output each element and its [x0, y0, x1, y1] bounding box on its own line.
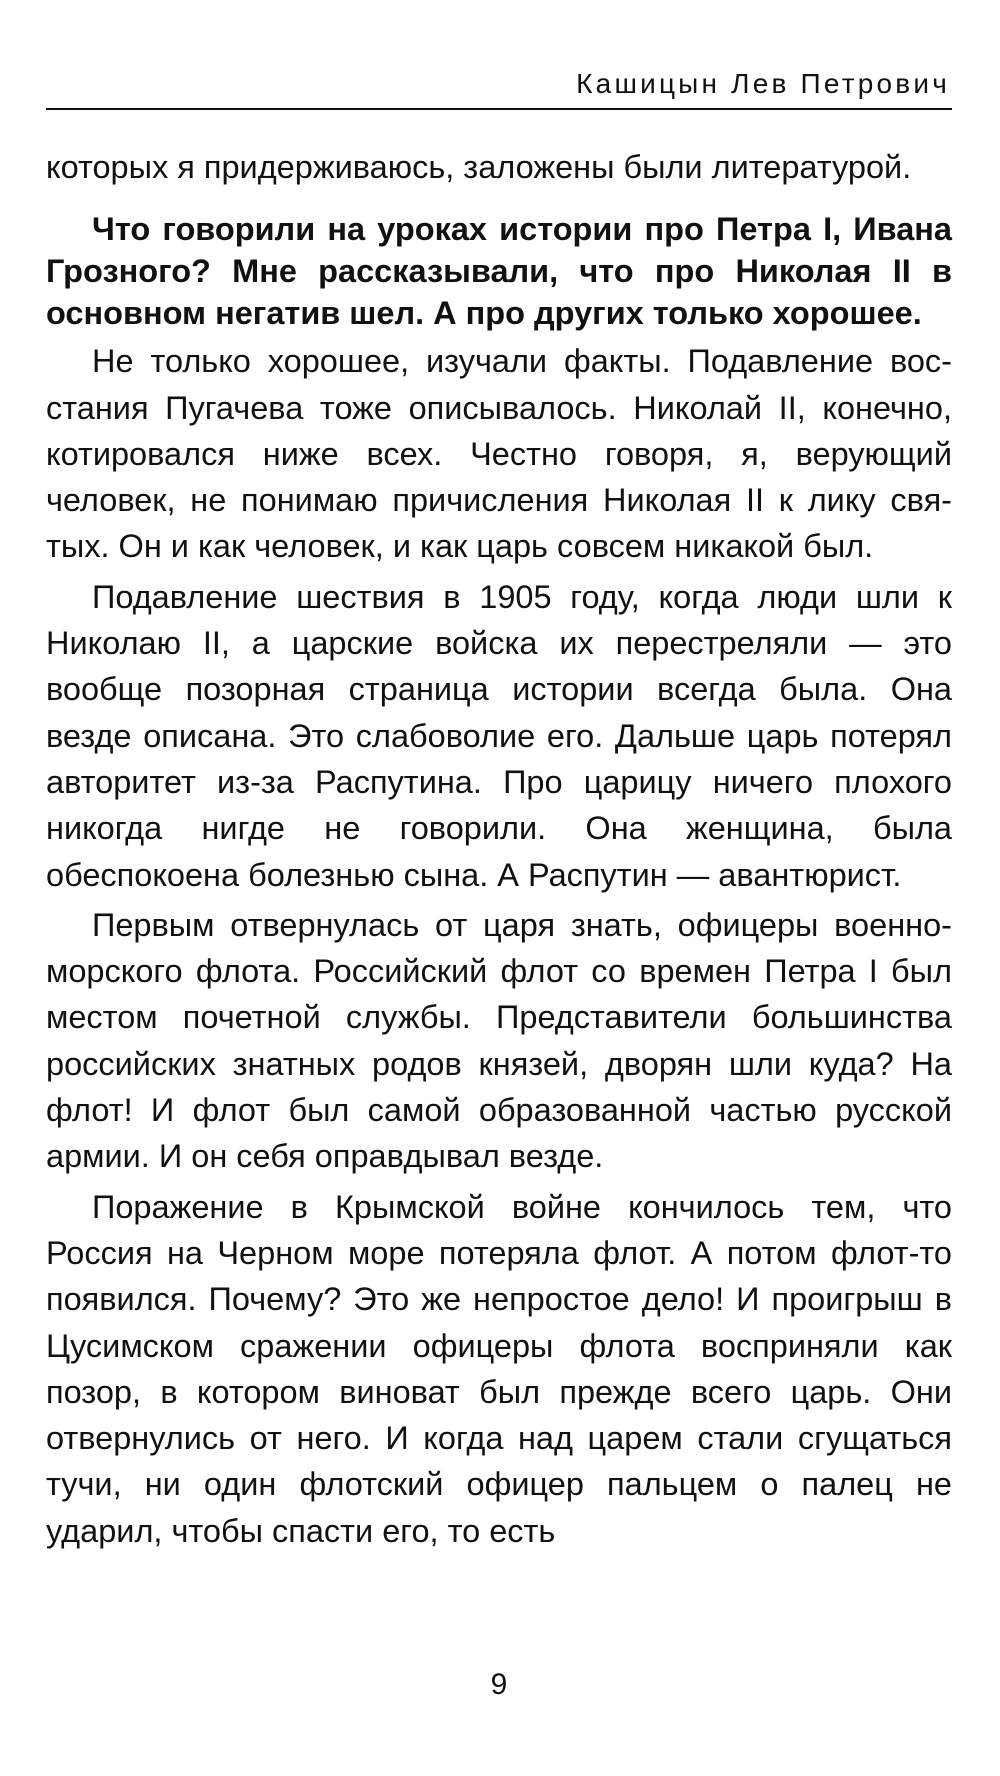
answer-paragraph: Первым отвернулась от царя знать, офицеры военно-морского флота. Российский флот со времен Петра I был местом почетной службы. Представители большинства российских знатных родов князей, дворян шли куда? На флот! И флот был самой образованной частью русской армии. И он себя оправдывал везде. — [46, 906, 952, 1175]
page-number: 9 — [490, 1668, 508, 1701]
answer-paragraph: Поражение в Крымской войне кончилось тем, что Россия на Черном море потеряла флот. А потом флот-то появился. Почему? Это же непростое дело! И проигрыш в Цусимском сражении офицеры флота восприняли как позор, в котором виноват был прежде всего царь. Они отвернулись от него. И когда над царем стали сгущаться тучи, ни один флотский офицер пальцем о палец не ударил, чтобы спасти его, то есть — [46, 1188, 952, 1549]
header-rule — [46, 108, 952, 110]
answer-paragraph: Не только хорошее, изучали факты. Подавление восстания Пугачева тоже описывалось. Николай II, конечно, котировался ниже всех. Честно говоря, я, верующий человек, не понимаю причисления Николая II к лику святых. Он и как человек, и как царь совсем никакой был. — [46, 343, 952, 565]
answer-paragraph: Подавление шествия в 1905 году, когда люди шли к Николаю II, а царские войска их перестреляли — это вообще позорная страница истории всегда была. Она везде описана. Это слабоволие его. Дальше царь потерял авторитет из-за Распутина. Про царицу ничего плохого никогда нигде не говорили. Она женщина, была обеспокоена болезнью сына. А Распутин — авантюрист. — [46, 578, 952, 893]
page-body — [46, 144, 952, 1554]
interview-question: Что говорили на уроках истории про Петра I, Ивана Грозного? Мне рассказывали, что про Николая II в основном негатив шел. А про других только хорошее. — [46, 211, 952, 332]
running-header-title: Кашицын Лев Петрович — [576, 68, 950, 99]
book-page — [46, 0, 952, 1776]
paragraph-continuation: которых я придерживаюсь, заложены были литературой. — [46, 149, 912, 185]
